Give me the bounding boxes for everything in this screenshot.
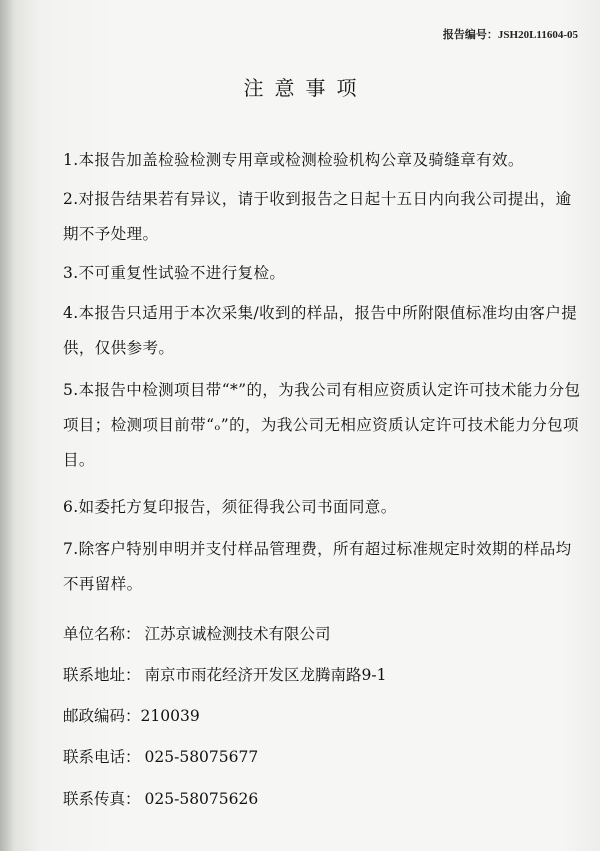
report-number-value: JSH20L11604-05 xyxy=(497,29,578,41)
phone-value: 025-58075677 xyxy=(144,748,259,766)
postcode-label: 邮政编码： xyxy=(63,707,141,725)
notice-line: 项目；检测项目前带“ₒ”的，为我公司无相应资质认定许可技术能力分包项 xyxy=(63,416,579,434)
phone-row xyxy=(63,742,258,772)
notice-line: 不再留样。 xyxy=(63,575,143,593)
notice-line: 5.本报告中检测项目带“*”的，为我公司有相应资质认定许可技术能力分包 xyxy=(63,381,581,399)
postcode-value: 210039 xyxy=(140,707,200,725)
report-number-label: 报告编号： xyxy=(442,29,498,41)
notice-line: 4.本报告只适用于本次采集/收到的样品，报告中所附限值标准均由客户提 xyxy=(63,304,578,322)
notice-item-2 xyxy=(63,182,583,252)
notice-item-3 xyxy=(63,256,583,291)
address-row xyxy=(63,660,386,690)
scan-edge-shadow xyxy=(0,0,14,851)
fax-row xyxy=(63,784,258,814)
phone-label: 联系电话： xyxy=(63,748,141,766)
notice-line: 7.除客户特别申明并支付样品管理费，所有超过标准规定时效期的样品均 xyxy=(63,540,572,558)
company-row xyxy=(63,619,331,649)
postcode-row xyxy=(63,701,200,731)
notice-line: 目。 xyxy=(63,451,95,469)
notice-item-5 xyxy=(63,373,583,478)
fax-value: 025-58075626 xyxy=(144,790,259,808)
notice-line: 3.不可重复性试验不进行复检。 xyxy=(63,264,286,282)
address-value: 南京市雨花经济开发区龙腾南路9-1 xyxy=(144,666,387,684)
notice-item-4 xyxy=(63,296,583,366)
notice-item-1 xyxy=(63,143,583,178)
notice-item-6 xyxy=(63,490,583,525)
notice-line: 6.如委托方复印报告，须征得我公司书面同意。 xyxy=(63,498,397,516)
company-value: 江苏京诚检测技术有限公司 xyxy=(144,625,331,643)
address-label: 联系地址： xyxy=(63,666,141,684)
company-label: 单位名称： xyxy=(63,625,141,643)
report-number xyxy=(443,26,578,42)
notice-item-7 xyxy=(63,532,583,602)
page-title: 注意事项 xyxy=(243,76,368,100)
notice-line: 2.对报告结果若有异议，请于收到报告之日起十五日内向我公司提出，逾 xyxy=(63,190,572,208)
notice-line: 供，仅供参考。 xyxy=(63,339,175,357)
fax-label: 联系传真： xyxy=(63,790,141,808)
notice-line: 1.本报告加盖检验检测专用章或检测检验机构公章及骑缝章有效。 xyxy=(63,151,524,169)
notice-line: 期不予处理。 xyxy=(63,225,159,243)
